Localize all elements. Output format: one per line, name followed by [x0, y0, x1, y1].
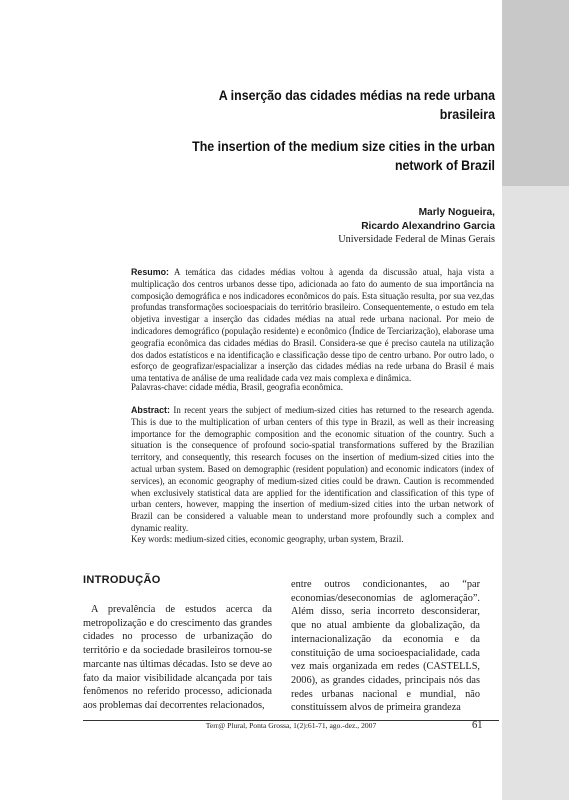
- author-name: Ricardo Alexandrino Garcia: [361, 220, 495, 232]
- title-english: The insertion of the medium size cities in the urban network of Brazil: [192, 139, 495, 173]
- author-block: [338, 206, 495, 247]
- intro-right-column: entre outros condicionantes, ao “par economias/deseconomias de aglomeração”. Além disso, seria incorreto desconsiderar, que no atual ambiente da globalização, da internacionalização da economia e da constituição de uma socioespacialidade, cada vez mais organizada em redes (CASTELLS, 2006), as grandes cidades, principais nós das redes urbanas nacional e mundial, não constituíssem alvos de primeira grandeza: [291, 579, 480, 714]
- margin-block: [502, 0, 569, 186]
- intro-left-column: A prevalência de estudos acerca da metropolização e do crescimento das grandes cidades no processo de urbanização do território e da sociedade brasileiros tornou-se marcante nas últimas décadas. Isto se deve ao fato da maior visibilidade alcançada por tais fenômenos no referido processo, adicionada aos problemas daí decorrentes relacionados,: [83, 604, 272, 711]
- abstract-label: Abstract:: [131, 405, 170, 415]
- resumo-paragraph: [131, 267, 494, 385]
- resumo-label: Resumo:: [131, 267, 169, 277]
- section-heading: INTRODUÇÃO: [83, 574, 161, 586]
- abstract-text: In recent years the subject of medium-sized cities has returned to the research agenda. This is due to the multiplication of urban centers of this type in Brazil, as well as their increasing importance for the demographic composition and the economic situation of the country. Such a situation is the consequence of profound socio-spatial transformations suffered by the Brazilian territory, and consequently, this research focuses on the insertion of medium-sized cities into the actual urban system. Based on demographic (resident population) and economic indicators (index of services), an economic geography of medium-sized cities could be drawn. Caution is recommended when exclusively statistical data are applied for the identification and classification of this type of urban centers, however, mapping the insertion of medium-sized cities into the urban network of Brazil can be considered a valuable mean to understand more profoundly such a complex and dynamic reality.: [131, 405, 494, 533]
- footer-citation: Terr@ Plural, Ponta Grossa, 1(2):61-71, ago.-dez., 2007: [205, 721, 377, 730]
- author-name: Marly Nogueira,: [418, 207, 495, 218]
- resumo-text: A temática das cidades médias voltou à agenda da discussão atual, haja vista a multiplicação dos centros urbanos desse tipo, adicionada ao fato do aumento de sua importância na composição demográfica e nos indicadores econômicos do país. Esta situação resulta, por sua vez,das profundas transformações socioespaciais do território brasileiro. Consequentemente, o estudo em tela objetiva investigar a inserção das cidades médias na atual rede urbana nacional. Por meio de indicadores demográfico (população residente) e econômico (Índice de Terciarização), elaborase uma geografia econômica das cidades médias do Brasil. Considera-se que é preciso cautela na utilização dos dados estatísticos e na identificação e classificação desse tipo de centro urbano. Por outro lado, o esforço de geografizar/espacializar a inserção das cidades médias na rede urbana do Brasil é mais uma tentativa de análise de uma realidade cada vez mais complexa e dinâmica.: [131, 267, 494, 384]
- palavras-chave: Palavras-chave: cidade média, Brasil, geografia econômica.: [131, 382, 343, 392]
- key-words: Key words: medium-sized cities, economic geography, urban system, Brazil.: [131, 534, 404, 544]
- abstract-paragraph: [131, 405, 494, 535]
- author-affiliation: Universidade Federal de Minas Gerais: [338, 234, 495, 245]
- title-portuguese: A inserção das cidades médias na rede urbana brasileira: [218, 88, 496, 122]
- page-number: 61: [472, 720, 483, 731]
